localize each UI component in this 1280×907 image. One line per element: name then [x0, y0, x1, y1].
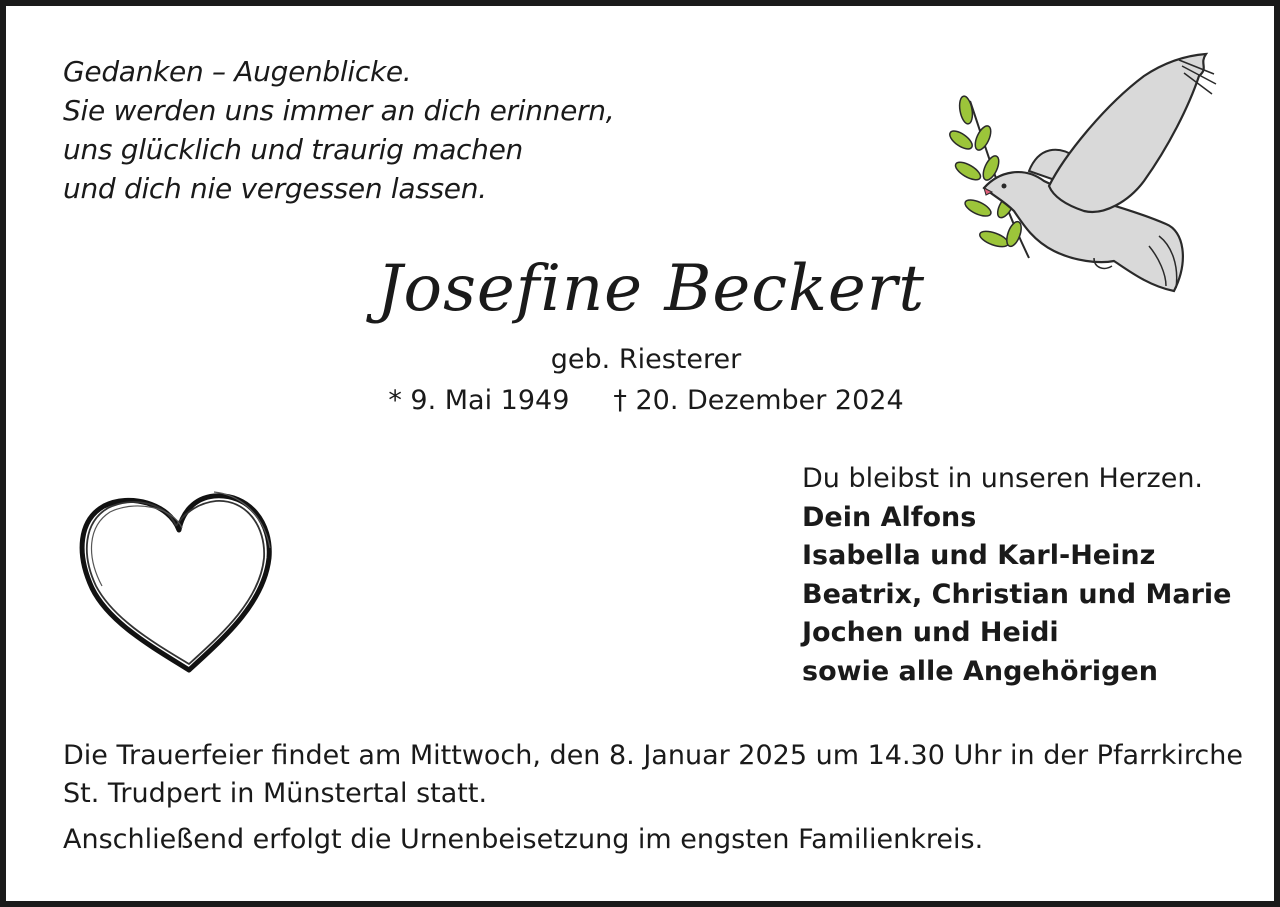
family-member: Jochen und Heidi — [802, 617, 1059, 648]
service-line: St. Trudpert in Münstertal statt. — [63, 778, 488, 809]
dove-with-olive-branch-icon — [944, 46, 1224, 296]
deceased-name: Josefine Beckert — [376, 252, 926, 326]
family-signatures — [802, 460, 1231, 691]
poem-line: Sie werden uns immer an dich erinnern, — [63, 94, 615, 127]
birth-date: * 9. Mai 1949 — [388, 385, 570, 416]
family-member: Beatrix, Christian und Marie — [802, 578, 1232, 610]
maiden-name: geb. Riesterer — [550, 344, 742, 375]
death-date: † 20. Dezember 2024 — [613, 385, 904, 416]
service-line: Die Trauerfeier findet am Mittwoch, den 8. Januar 2025 um 14.30 Uhr in der Pfarrkirche — [63, 740, 1243, 771]
family-member: Isabella und Karl-Heinz — [802, 540, 1156, 571]
poem-line: und dich nie vergessen lassen. — [63, 172, 487, 205]
family-member: sowie alle Angehörigen — [802, 655, 1158, 687]
heart-outline-icon — [74, 488, 279, 678]
life-dates — [346, 381, 946, 421]
family-intro: Du bleibst in unseren Herzen. — [802, 463, 1204, 494]
service-info — [63, 737, 1253, 859]
burial-note: Anschließend erfolgt die Urnenbeisetzung im engsten Familienkreis. — [63, 824, 984, 855]
poem — [63, 52, 614, 208]
poem-line: uns glücklich und traurig machen — [63, 133, 523, 166]
family-member: Dein Alfons — [802, 501, 977, 533]
poem-line: Gedanken – Augenblicke. — [63, 55, 412, 88]
